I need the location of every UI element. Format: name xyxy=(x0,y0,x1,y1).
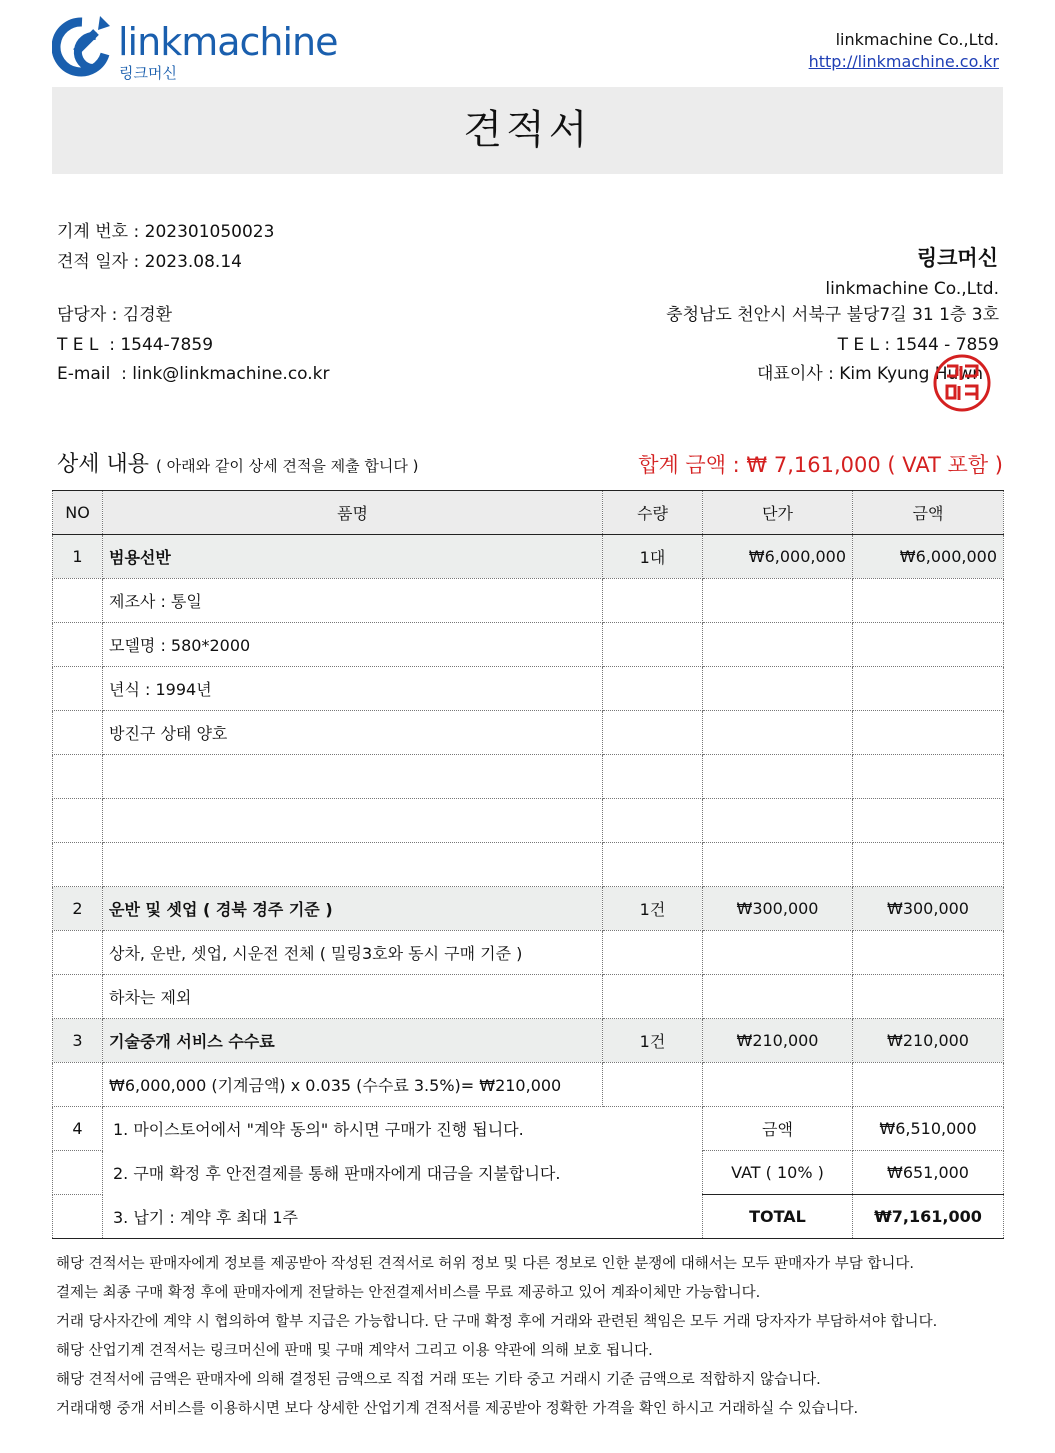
seller-name-en: linkmachine Co.,Ltd. xyxy=(825,279,999,299)
item-amount: ₩6,000,000 xyxy=(853,535,1004,579)
quote-date: 견적 일자 : 2023.08.14 xyxy=(57,252,242,272)
empty-row xyxy=(53,843,1004,887)
item-unit-price: ₩300,000 xyxy=(703,887,853,931)
detail-text: 모델명 : 580*2000 xyxy=(103,623,603,667)
summary-total-value: ₩7,161,000 xyxy=(853,1195,1004,1239)
item-amount: ₩300,000 xyxy=(853,887,1004,931)
item-name: 운반 및 셋업 ( 경북 경주 기준 ) xyxy=(103,887,603,931)
footer-note: 해당 견적서는 판매자에게 정보를 제공받아 작성된 견적서로 허위 정보 및 다른 정보로 인한 분쟁에 대해서는 모두 판매자가 부담 합니다. xyxy=(56,1256,914,1272)
detail-text: ₩6,000,000 (기계금액) x 0.035 (수수료 3.5%)= ₩210,000 xyxy=(103,1063,603,1107)
footer-note: 결제는 최종 구매 확정 후에 판매자에게 전달하는 안전결제서비스를 무료 제공하고 있어 계좌이체만 가능합니다. xyxy=(56,1285,761,1301)
detail-text: 년식 : 1994년 xyxy=(103,667,603,711)
title-band xyxy=(52,87,1003,174)
detail-text: 제조사 : 통일 xyxy=(103,579,603,623)
item-no: 3 xyxy=(53,1019,103,1063)
footer-note: 거래대행 중개 서비스를 이용하시면 보다 상세한 산업기계 견적서를 제공받아 정확한 가격을 확인 하시고 거래하실 수 있습니다. xyxy=(56,1401,859,1417)
logo-subtitle: 링크머신 xyxy=(119,64,177,82)
section-title-text: 상세 내용 xyxy=(57,452,150,477)
seller-ceo: 대표이사 : Kim Kyung Huwn xyxy=(756,364,983,384)
note-text: 1. 마이스토어에서 "계약 동의" 하시면 구매가 진행 됩니다. xyxy=(103,1107,703,1151)
corp-name: linkmachine Co.,Ltd. xyxy=(835,30,999,49)
summary-label: VAT ( 10% ) xyxy=(703,1151,853,1195)
note-text: 2. 구매 확정 후 안전결제를 통해 판매자에게 대금을 지불합니다. xyxy=(103,1151,703,1195)
note-text: 3. 납기 : 계약 후 최대 1주 xyxy=(103,1195,703,1239)
summary-value: ₩6,510,000 xyxy=(853,1107,1004,1151)
manager-email: E-mail : link@linkmachine.co.kr xyxy=(57,364,330,384)
item-row-1 xyxy=(53,535,1004,579)
empty-row xyxy=(53,799,1004,843)
item-qty: 1건 xyxy=(603,1019,703,1063)
item-no: 2 xyxy=(53,887,103,931)
col-header-unit-price: 단가 xyxy=(703,491,853,535)
corp-url-link[interactable]: http://linkmachine.co.kr xyxy=(808,52,999,71)
summary-label: 금액 xyxy=(703,1107,853,1151)
seller-tel: T E L : 1544 - 7859 xyxy=(837,335,999,355)
detail-row xyxy=(53,667,1004,711)
company-seal-icon xyxy=(927,354,997,412)
machine-number: 기계 번호 : 202301050023 xyxy=(57,222,275,242)
item-row-2 xyxy=(53,887,1004,931)
table-header-row xyxy=(53,491,1004,535)
section-subtitle: ( 아래와 같이 상세 견적을 제출 합니다 ) xyxy=(156,457,419,475)
detail-row xyxy=(53,975,1004,1019)
item-unit-price: ₩6,000,000 xyxy=(703,535,853,579)
detail-row xyxy=(53,579,1004,623)
manager-tel: T E L : 1544-7859 xyxy=(57,335,214,355)
footer-note: 거래 당사자간에 계약 시 협의하여 할부 지급은 가능합니다. 단 구매 확정 후에 거래와 관련된 책임은 모두 거래 당자자가 부담하셔야 합니다. xyxy=(56,1314,938,1330)
grand-total-text: 합계 금액 : ₩ 7,161,000 ( VAT 포함 ) xyxy=(638,453,1003,477)
item-qty: 1대 xyxy=(603,535,703,579)
item-qty: 1건 xyxy=(603,887,703,931)
item-row-4 xyxy=(53,1107,1004,1151)
section-title xyxy=(57,450,418,481)
summary-value: ₩651,000 xyxy=(853,1151,1004,1195)
item-name: 기술중개 서비스 수수료 xyxy=(103,1019,603,1063)
seller-name-kr: 링크머신 xyxy=(916,246,998,270)
detail-text: 하차는 제외 xyxy=(103,975,603,1019)
detail-row xyxy=(53,1063,1004,1107)
footer-note: 해당 견적서에 금액은 판매자에 의해 결정된 금액으로 직접 거래 또는 기타 중고 거래시 기준 금액으로 적합하지 않습니다. xyxy=(56,1372,821,1388)
item-unit-price: ₩210,000 xyxy=(703,1019,853,1063)
footer-note: 해당 산업기계 견적서는 링크머신에 판매 및 구매 계약서 그리고 이용 약관에 의해 보호 됩니다. xyxy=(56,1343,653,1359)
detail-text: 상차, 운반, 셋업, 시운전 전체 ( 밀링3호와 동시 구매 기준 ) xyxy=(103,931,603,975)
col-header-qty: 수량 xyxy=(603,491,703,535)
col-header-name: 품명 xyxy=(103,491,603,535)
summary-total-label: TOTAL xyxy=(703,1195,853,1239)
col-header-amount: 금액 xyxy=(853,491,1004,535)
note-row xyxy=(53,1195,1004,1239)
detail-row xyxy=(53,623,1004,667)
note-row xyxy=(53,1151,1004,1195)
empty-row xyxy=(53,755,1004,799)
item-name: 범용선반 xyxy=(103,535,603,579)
detail-row xyxy=(53,931,1004,975)
item-no: 4 xyxy=(53,1107,103,1151)
manager: 담당자 : 김경환 xyxy=(57,305,173,325)
seller-address: 충청남도 천안시 서북구 불당7길 31 1층 3호 xyxy=(666,305,999,325)
quote-table xyxy=(52,490,1004,1239)
item-no: 1 xyxy=(53,535,103,579)
detail-text: 방진구 상태 양호 xyxy=(103,711,603,755)
logo-wordmark: linkmachine xyxy=(118,20,338,64)
col-header-no: NO xyxy=(53,491,103,535)
document-title: 견적서 xyxy=(463,107,592,153)
item-row-3 xyxy=(53,1019,1004,1063)
item-amount: ₩210,000 xyxy=(853,1019,1004,1063)
detail-row xyxy=(53,711,1004,755)
